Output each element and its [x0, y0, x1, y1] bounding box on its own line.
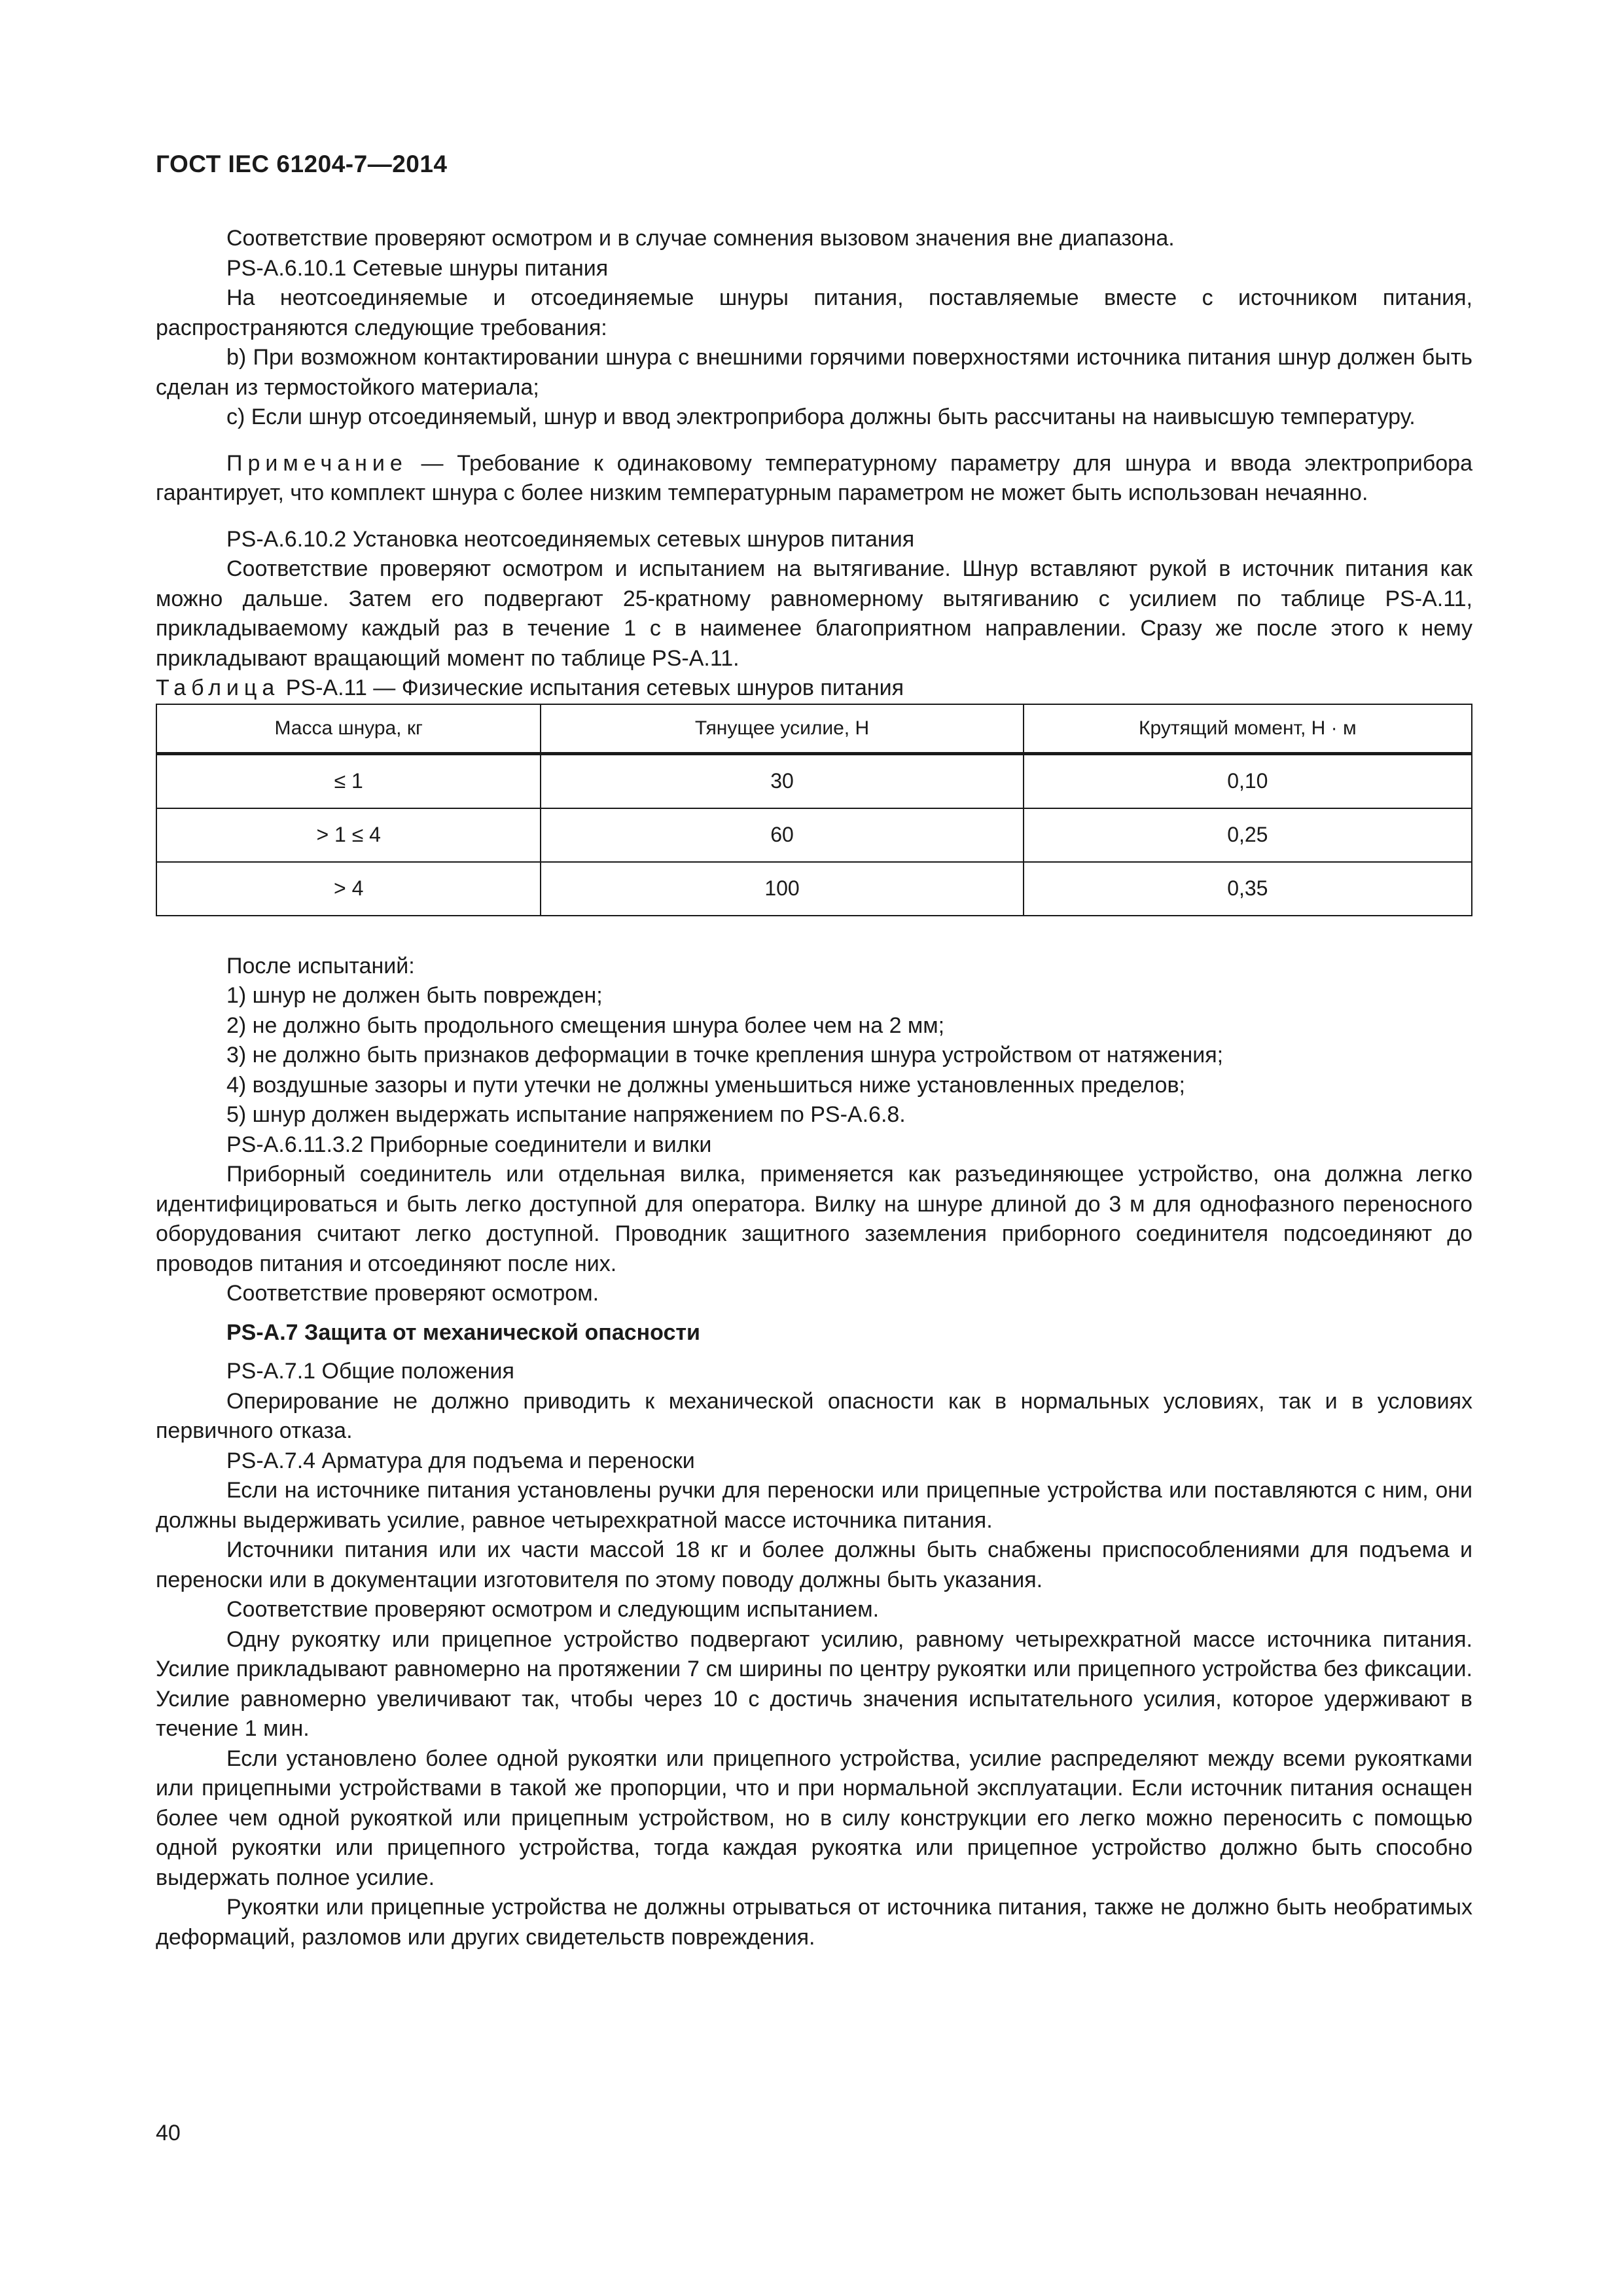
table-row — [156, 862, 1472, 916]
section-heading: PS-A.7 Защита от механической опасности — [226, 1319, 700, 1345]
paragraph: Соответствие проверяют осмотром. — [226, 1281, 599, 1306]
paragraph: Если установлено более одной рукоятки или прицепного устройства, усилие распределяют между всеми рукоятками или прицепными устройствами в такой же пропорции, что и при нормальной эксплуатации. Если источник питания оснащен более чем одной рукояткой или прицепным устройством, но в силу конструкции его легко можно переносить с помощью одной рукоятки или прицепного устройства, тогда каждая рукоятка или прицепное устройство должно быть способно выдержать полное усилие. — [156, 1746, 1472, 1890]
paragraph: Соответствие проверяют осмотром и испытанием на вытягивание. Шнур вставляют рукой в источник питания как можно дальше. Затем его подвергают 25-кратному равномерному вытягиванию с усилием по таблице PS-A.11, прикладываемому каждый раз в течение 1 с в наименее благоприятном направлении. Сразу же после этого к нему прикладывают вращающий момент по таблице PS-A.11. — [156, 556, 1472, 671]
paragraph: Приборный соединитель или отдельная вилка, применяется как разъединяющее устройство, она должна легко идентифицироваться и быть легко доступной для оператора. Вилку на шнуре длиной до 3 м для однофазного переносного оборудования считают легко доступной. Проводник защитного заземления приборного соединителя подсоединяют до проводов питания и отсоединяют после них. — [156, 1162, 1472, 1276]
list-item: 2) не должно быть продольного смещения шнура более чем на 2 мм; — [226, 1013, 945, 1038]
document-header: ГОСТ IEC 61204-7—2014 — [156, 151, 448, 177]
clause-title: PS-A.7.4 Арматура для подъема и переноски — [226, 1448, 695, 1473]
list-item: b) При возможном контактировании шнура с внешними горячими поверхностями источника питания шнур должен быть сделан из термостойкого материала; — [156, 345, 1472, 400]
list-item: 4) воздушные зазоры и пути утечки не должны уменьшиться ниже установленных пределов; — [226, 1072, 1185, 1098]
column-header: Крутящий момент, Н · м — [1024, 704, 1472, 754]
paragraph: Рукоятки или прицепные устройства не должны отрываться от источника питания, также не должно быть необратимых деформаций, разломов или других свидетельств повреждения. — [156, 1895, 1472, 1950]
clause-title: PS-A.6.10.2 Установка неотсоединяемых сетевых шнуров питания — [226, 526, 915, 552]
list-item: 1) шнур не должен быть поврежден; — [226, 983, 603, 1008]
table-row — [156, 808, 1472, 862]
clause-title: PS-A.6.10.1 Сетевые шнуры питания — [226, 255, 609, 281]
page-number: 40 — [156, 2121, 181, 2145]
table-caption — [156, 673, 1472, 704]
clause-title: PS-A.7.1 Общие положения — [226, 1359, 514, 1384]
table-cell: > 4 — [156, 862, 541, 916]
paragraph: После испытаний: — [226, 953, 415, 978]
table-cell: 0,35 — [1024, 862, 1472, 916]
paragraph: Источники питания или их части массой 18 кг и более должны быть снабжены приспособлениями для подъема и переноски или в документации изготовителя по этому поводу должны быть указания. — [156, 1537, 1472, 1592]
table-cell: 60 — [541, 808, 1023, 862]
clause-title: PS-A.6.11.3.2 Приборные соединители и вилки — [226, 1132, 712, 1157]
paragraph: Если на источнике питания установлены ручки для переноски или прицепные устройства или поставляются с ним, они должны выдерживать усилие, равное четырехкратной массе источника питания. — [156, 1478, 1472, 1533]
list-item: c) Если шнур отсоединяемый, шнур и ввод электроприбора должны быть рассчитаны на наивысшую температуру. — [226, 404, 1416, 429]
table-header-row — [156, 704, 1472, 754]
column-header: Тянущее усилие, Н — [541, 704, 1023, 754]
note-text: — Требование к одинаковому температурному параметру для шнура и ввода электроприбора гарантирует, что комплект шнура с более низким температурным параметром не может быть использован нечаянно. — [156, 450, 1472, 505]
table-cell: 0,10 — [1024, 753, 1472, 808]
table-cell: 100 — [541, 862, 1023, 916]
test-table — [156, 704, 1472, 916]
table-cell: > 1 ≤ 4 — [156, 808, 541, 862]
table-cell: 30 — [541, 753, 1023, 808]
note-label: Примечание — [226, 450, 408, 476]
paragraph: Соответствие проверяют осмотром и следующим испытанием. — [226, 1597, 880, 1622]
table-caption-label: Таблица — [156, 675, 280, 700]
paragraph: Оперирование не должно приводить к механической опасности как в нормальных условиях, так и в условиях первичного отказа. — [156, 1388, 1472, 1443]
list-item: 3) не должно быть признаков деформации в точке крепления шнура устройством от натяжения; — [226, 1043, 1224, 1067]
table-cell: ≤ 1 — [156, 753, 541, 808]
paragraph: Одну рукоятку или прицепное устройство подвергают усилию, равному четырехкратной массе источника питания. Усилие прикладывают равномерно на протяжении 7 см ширины по центру рукоятки или прицепного устройства без фиксации. Усилие равномерно увеличивают так, чтобы через 10 с достичь значения испытательного усилия, которое удерживают в течение 1 мин. — [156, 1626, 1472, 1741]
table-row — [156, 753, 1472, 808]
column-header: Масса шнура, кг — [156, 704, 541, 754]
note — [156, 449, 1472, 509]
paragraph: На неотсоединяемые и отсоединяемые шнуры питания, поставляемые вместе с источником питания, распространяются следующие требования: — [156, 285, 1472, 340]
document-body — [156, 224, 1472, 1952]
table-caption-text: PS-A.11 — Физические испытания сетевых шнуров питания — [279, 675, 904, 700]
list-item: 5) шнур должен выдержать испытание напряжением по PS-A.6.8. — [226, 1102, 906, 1127]
paragraph: Соответствие проверяют осмотром и в случае сомнения вызовом значения вне диапазона. — [226, 226, 1175, 251]
table-cell: 0,25 — [1024, 808, 1472, 862]
